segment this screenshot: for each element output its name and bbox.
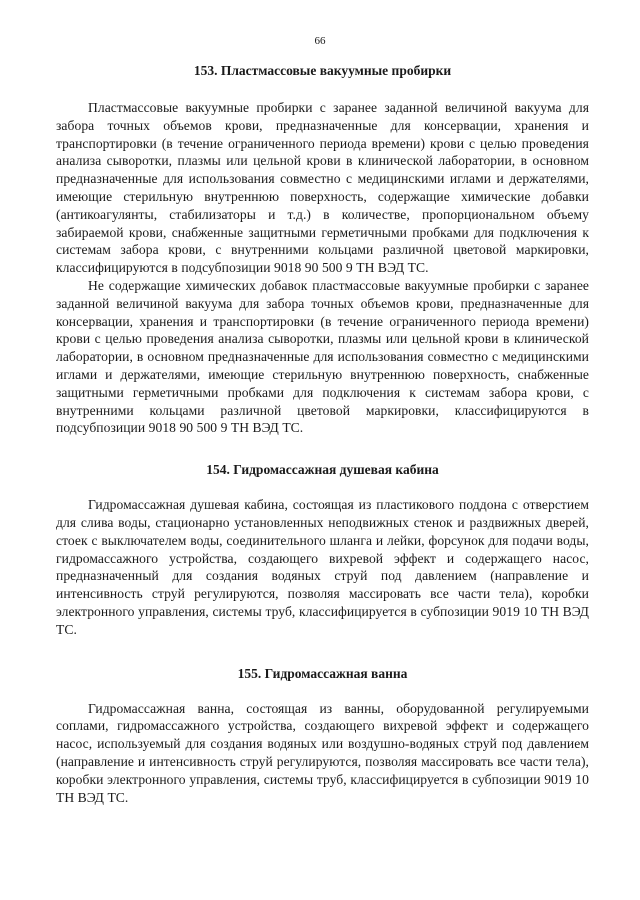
section-body: [56, 496, 589, 638]
document-content: [56, 62, 589, 806]
section-heading: 155. Гидромассажная ванна: [237, 665, 408, 681]
paragraph: Не содержащие химических добавок пластмассовые вакуумные пробирки с заранее заданной величиной вакуума для забора точных объемов крови, предназначенные для консервации, хранения и транспортировки (в течение ограниченного периода времени) крови с целью проведения анализа сыворотки, плазмы или цельной крови в клинической лаборатории, в основном предназначенные для использования совместно с медицинскими иглами и держателями, имеющие стерильную внутреннюю поверхность, снабженные защитными герметичными пробками для подключения к системам забора крови, с внутренними кольцами различной цветовой маркировки, классифицируются в подсубпозиции 9018 90 500 9 ТН ВЭД ТС.: [56, 277, 589, 436]
section-heading: 154. Гидромассажная душевая кабина: [206, 462, 439, 478]
section-body: [56, 700, 589, 807]
page-number: 66: [314, 35, 326, 47]
paragraph: Гидромассажная душевая кабина, состоящая из пластикового поддона с отверстием для слива воды, стационарно установленных неподвижных стенок и раздвижных дверей, стоек с выключателем воды, соединительного шланга и лейки, форсунок для подачи воды, гидромассажного устройства, создающего вихревой эффект и содержащего насос, предназначенный для создания водяных струй под давлением (направление и интенсивность струй регулируются, позволяя массировать все части тела), коробки электронного управления, системы труб, классифицируется в субпозиции 9019 10 ТН ВЭД ТС.: [56, 497, 589, 637]
section-heading: 153. Пластмассовые вакуумные пробирки: [193, 63, 452, 78]
paragraph: Пластмассовые вакуумные пробирки с заранее заданной величиной вакуума для забора точных объемов крови, предназначенные для консервации, хранения и транспортировки (в течение ограниченного периода времени) крови с целью проведения анализа сыворотки, плазмы или цельной крови в клинической лаборатории, в основном предназначенные для использования совместно с медицинскими иглами и держателями, имеющие стерильную внутреннюю поверхность, содержащие химические добавки (антикоагулянты, стабилизаторы и т.д.) в количестве, пропорциональном объему забираемой крови, снабженные защитными герметичными пробками для подключения к системам забора крови, с внутренними кольцами различной цветовой маркировки, классифицируются в подсубпозиции 9018 90 500 9 ТН ВЭД ТС.: [56, 100, 589, 276]
section-153: [56, 62, 589, 437]
section-154: [56, 461, 589, 638]
paragraph: Гидромассажная ванна, состоящая из ванны, оборудованной регулируемыми соплами, гидромассажного устройства, создающего вихревой эффект и содержащего насос, используемый для создания водяных или воздушно-водяных струй под давлением (направление и интенсивность струй регулируются, позволяя массировать все части тела), коробки электронного управления, системы труб, классифицируется в субпозиции 9019 10 ТН ВЭД ТС.: [56, 700, 589, 805]
section-body: [56, 99, 589, 437]
section-155: [56, 665, 589, 807]
